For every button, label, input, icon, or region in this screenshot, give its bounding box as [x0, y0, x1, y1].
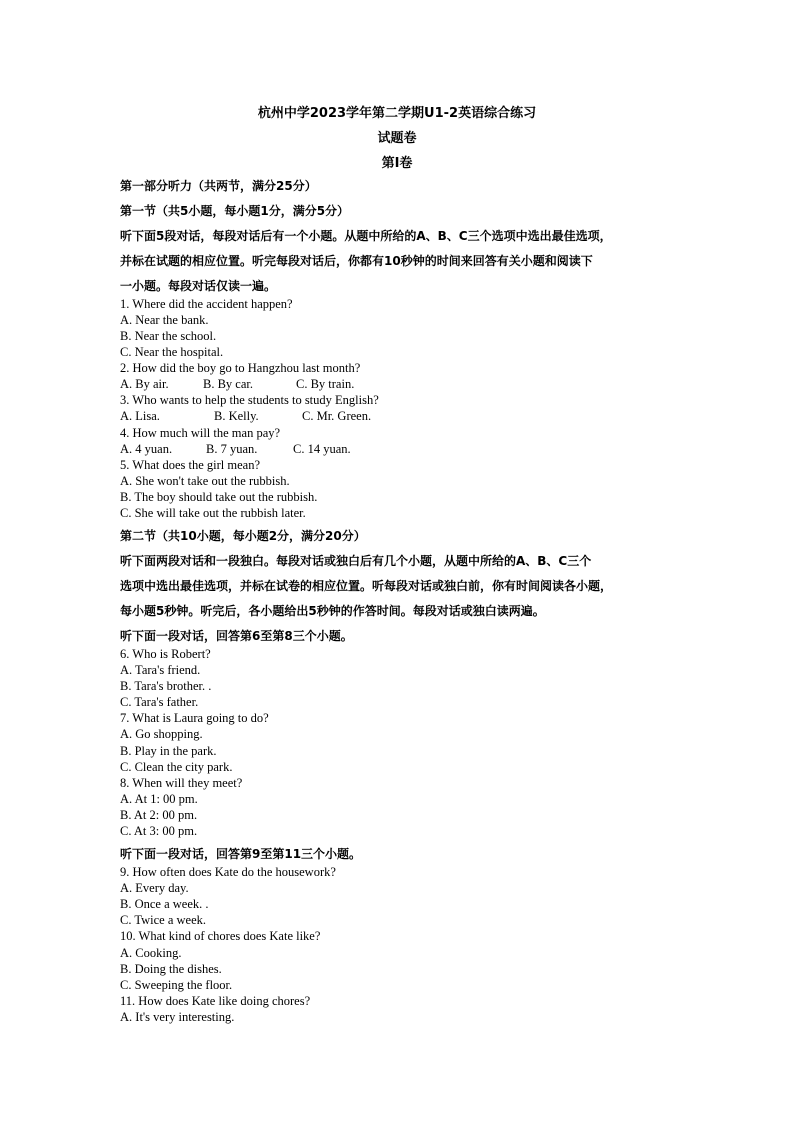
section1-instruction-line: 一小题。每段对话仅读一遍。 — [120, 279, 277, 293]
question-9: 9. How often does Kate do the housework? — [120, 865, 336, 879]
volume-label: 第Ⅰ卷 — [381, 156, 413, 171]
question-6: 6. Who is Robert? — [120, 647, 211, 661]
q6-option-b: B. Tara's brother. . — [120, 679, 212, 693]
question-2: 2. How did the boy go to Hangzhou last month? — [120, 361, 361, 375]
q10-option-c: C. Sweeping the floor. — [120, 978, 233, 992]
q7-option-a: A. Go shopping. — [120, 727, 203, 741]
q11-option-a: A. It's very interesting. — [120, 1010, 235, 1024]
q7-option-b: B. Play in the park. — [120, 744, 217, 758]
q3-option-a: A. Lisa. — [120, 409, 160, 423]
q3-option-b: B. Kelly. — [214, 409, 259, 423]
q9-option-b: B. Once a week. . — [120, 897, 209, 911]
section1-instruction-line: 听下面5段对话，每段对话后有一个小题。从题中所给的A、B、C三个选项中选出最佳选项， — [120, 229, 612, 243]
section1-instruction-line: 并标在试题的相应位置。听完每段对话后，你都有10秒钟的时间来回答有关小题和阅读下 — [120, 254, 593, 268]
q4-option-c: C. 14 yuan. — [293, 442, 351, 456]
q2-option-a: A. By air. — [120, 377, 169, 391]
q2-option-b: B. By car. — [203, 377, 253, 391]
section2-instruction-line: 选项中选出最佳选项，并标在试卷的相应位置。听每段对话或独白前，你有时间阅读各小题， — [120, 579, 613, 593]
q10-option-b: B. Doing the dishes. — [120, 962, 222, 976]
q5-option-c: C. She will take out the rubbish later. — [120, 506, 306, 520]
question-1: 1. Where did the accident happen? — [120, 297, 293, 311]
dialog2-intro: 听下面一段对话，回答第9至第11三个小题。 — [120, 847, 362, 861]
question-4: 4. How much will the man pay? — [120, 426, 281, 440]
question-3: 3. Who wants to help the students to study English? — [120, 393, 379, 407]
q8-option-c: C. At 3: 00 pm. — [120, 824, 198, 838]
q9-option-a: A. Every day. — [120, 881, 189, 895]
q5-option-b: B. The boy should take out the rubbish. — [120, 490, 318, 504]
q6-option-c: C. Tara's father. — [120, 695, 199, 709]
q5-option-a: A. She won't take out the rubbish. — [120, 474, 290, 488]
exam-subtitle: 试题卷 — [377, 131, 417, 146]
q7-option-c: C. Clean the city park. — [120, 760, 233, 774]
q2-option-c: C. By train. — [296, 377, 355, 391]
section2-instruction-line: 每小题5秒钟。听完后，各小题给出5秒钟的作答时间。每段对话或独白读两遍。 — [120, 604, 545, 618]
q10-option-a: A. Cooking. — [120, 946, 182, 960]
q9-option-c: C. Twice a week. — [120, 913, 207, 927]
q1-option-b: B. Near the school. — [120, 329, 217, 343]
q4-option-a: A. 4 yuan. — [120, 442, 173, 456]
question-7: 7. What is Laura going to do? — [120, 711, 269, 725]
q6-option-a: A. Tara's friend. — [120, 663, 201, 677]
part1-heading: 第一部分听力（共两节，满分25分） — [120, 179, 317, 193]
exam-title: 杭州中学2023学年第二学期U1-2英语综合练习 — [257, 106, 537, 121]
section2-instruction-line: 听下面两段对话和一段独白。每段对话或独白后有几个小题，从题中所给的A、B、C三个 — [120, 554, 592, 568]
question-5: 5. What does the girl mean? — [120, 458, 261, 472]
question-10: 10. What kind of chores does Kate like? — [120, 929, 321, 943]
q4-option-b: B. 7 yuan. — [206, 442, 258, 456]
q1-option-a: A. Near the bank. — [120, 313, 209, 327]
q8-option-b: B. At 2: 00 pm. — [120, 808, 198, 822]
dialog1-intro: 听下面一段对话，回答第6至第8三个小题。 — [120, 629, 353, 643]
question-11: 11. How does Kate like doing chores? — [120, 994, 311, 1008]
section1-heading: 第一节（共5小题，每小题1分，满分5分） — [120, 204, 350, 218]
q8-option-a: A. At 1: 00 pm. — [120, 792, 198, 806]
q3-option-c: C. Mr. Green. — [302, 409, 372, 423]
q1-option-c: C. Near the hospital. — [120, 345, 224, 359]
section2-heading: 第二节（共10小题，每小题2分，满分20分） — [120, 529, 366, 543]
question-8: 8. When will they meet? — [120, 776, 243, 790]
